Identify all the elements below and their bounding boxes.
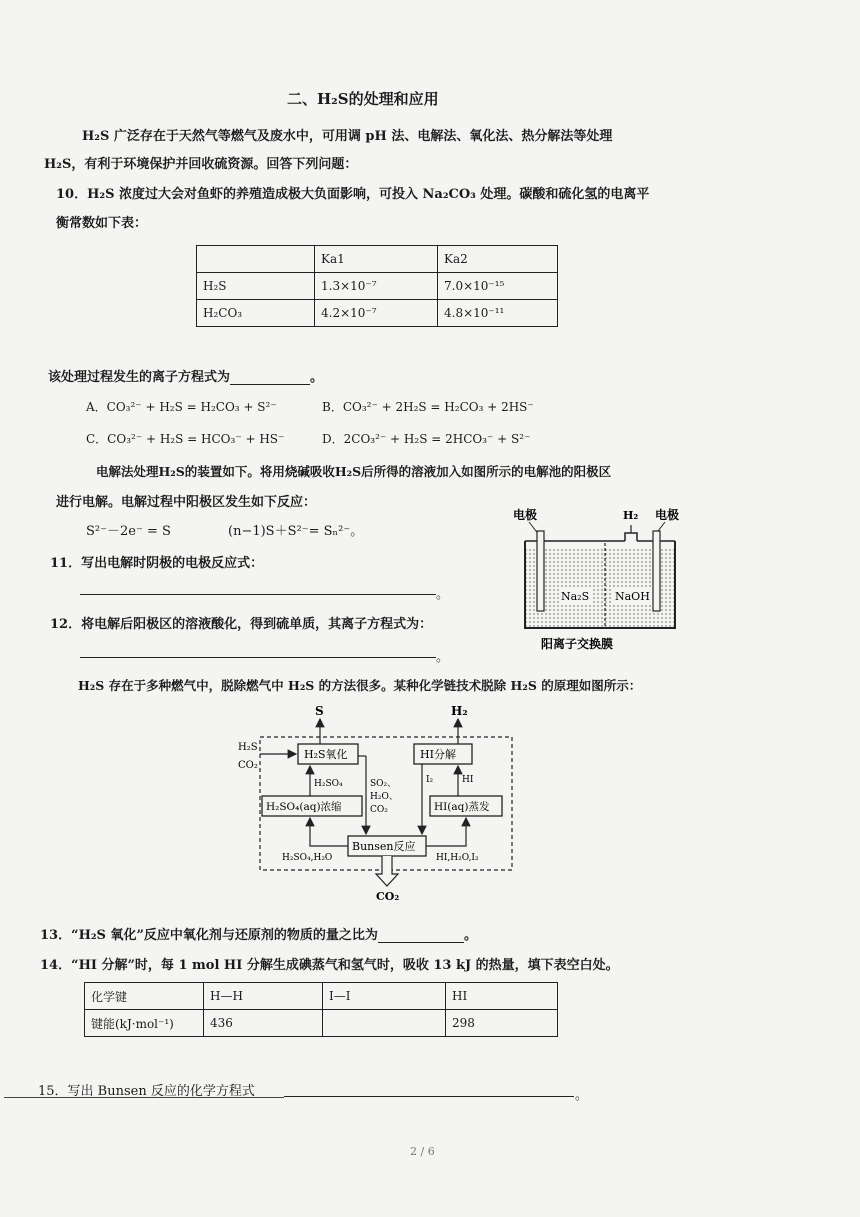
electro-line-2: 进行电解。电解过程中阳极区发生如下反应： bbox=[56, 495, 317, 510]
h2o-label: H₂O、 bbox=[370, 792, 398, 802]
reaction-1: S²⁻－2e⁻ = S bbox=[86, 524, 171, 539]
h2so4-label: H₂SO₄ bbox=[314, 779, 343, 789]
table-header-row bbox=[197, 246, 558, 273]
table-row bbox=[85, 1010, 558, 1037]
table-cell: I—I bbox=[323, 983, 446, 1010]
intro-line-2: H₂S，有利于环境保护并回收硫资源。回答下列问题： bbox=[44, 157, 358, 172]
hi-decomp-label: HI分解 bbox=[420, 748, 456, 761]
intro-line-1: H₂S 广泛存在于天然气等燃气及废水中，可用调 pH 法、电解法、氧化法、热分解法等处理 bbox=[82, 129, 613, 144]
table-cell: 298 bbox=[446, 1010, 558, 1037]
so2-label: SO₂、 bbox=[370, 779, 397, 789]
h2s-in-label: H₂S bbox=[238, 742, 258, 753]
na2s-label: Na₂S bbox=[561, 590, 590, 603]
q15-text: 15．写出 Bunsen 反应的化学方程式 bbox=[38, 1084, 255, 1099]
q11-text: 11．写出电解时阴极的电极反应式： bbox=[50, 556, 264, 571]
table-cell: 4.8×10⁻¹¹ bbox=[438, 300, 558, 327]
q12-text: 12．将电解后阳极区的溶液酸化，得到硫单质，其离子方程式为： bbox=[50, 617, 433, 632]
q10-line-1: 10．H₂S 浓度过大会对鱼虾的养殖造成极大负面影响，可投入 Na₂CO₃ 处理。碳酸和硫化氢的电离平 bbox=[56, 187, 650, 202]
s-out-label: S bbox=[315, 704, 324, 718]
table-header-row bbox=[85, 983, 558, 1010]
h2s-oxidation-label: H₂S氧化 bbox=[304, 748, 348, 761]
table-cell: H—H bbox=[204, 983, 323, 1010]
table-cell: 436 bbox=[204, 1010, 323, 1037]
h2-label: H₂ bbox=[623, 509, 639, 522]
table-cell: 键能(kJ·mol⁻¹) bbox=[85, 1010, 204, 1037]
q13-text: 13．“H₂S 氧化”反应中氧化剂与还原剂的物质的量之比为 bbox=[40, 928, 378, 943]
answer-blank[interactable] bbox=[230, 370, 310, 385]
q10-line-2: 衡常数如下表： bbox=[56, 216, 148, 231]
q12-answer-line[interactable] bbox=[80, 643, 436, 658]
option-c[interactable]: C．CO₃²⁻ + H₂S = HCO₃⁻ + HS⁻ bbox=[86, 432, 285, 446]
period: 。 bbox=[575, 1088, 589, 1103]
table-cell bbox=[197, 246, 315, 273]
co2-in-label: CO₂ bbox=[238, 760, 258, 771]
hi-label: HI bbox=[462, 775, 474, 785]
chainlink-intro: H₂S 存在于多种燃气中，脱除燃气中 H₂S 的方法很多。某种化学链技术脱除 H₂S 的原理如图所示： bbox=[78, 678, 642, 693]
co2-out-label: CO₂ bbox=[376, 890, 400, 903]
table-cell: 1.3×10⁻⁷ bbox=[315, 273, 438, 300]
section-title: 二、H₂S的处理和应用 bbox=[287, 90, 439, 108]
q15-answer-line[interactable] bbox=[284, 1082, 574, 1097]
electrode-left-label: 电极 bbox=[513, 508, 538, 522]
table-cell: 化学键 bbox=[85, 983, 204, 1010]
reaction-2: (n−1)S＋S²⁻= Sₙ²⁻。 bbox=[228, 524, 364, 539]
option-d[interactable]: D．2CO₃²⁻ + H₂S = 2HCO₃⁻ + S²⁻ bbox=[322, 432, 531, 446]
electrolysis-cell-diagram bbox=[505, 505, 690, 655]
right-electrode bbox=[653, 531, 660, 611]
option-a[interactable]: A．CO₃²⁻ + H₂S = H₂CO₃ + S²⁻ bbox=[86, 400, 277, 414]
electrode-right-label: 电极 bbox=[655, 508, 680, 522]
table-row bbox=[197, 300, 558, 327]
answer-cell[interactable] bbox=[323, 1010, 446, 1037]
table-cell: 7.0×10⁻¹⁵ bbox=[438, 273, 558, 300]
option-b[interactable]: B．CO₃²⁻ + 2H₂S = H₂CO₃ + 2HS⁻ bbox=[322, 400, 534, 414]
q10-question-text: 该处理过程发生的离子方程式为 bbox=[48, 370, 231, 385]
left-electrode bbox=[537, 531, 544, 611]
table-cell: Ka2 bbox=[438, 246, 558, 273]
i2-label: I₂ bbox=[426, 775, 434, 785]
answer-blank[interactable] bbox=[378, 928, 464, 943]
naoh-label: NaOH bbox=[615, 590, 650, 603]
table-cell: HI bbox=[446, 983, 558, 1010]
q14-text: 14．“HI 分解”时，每 1 mol HI 分解生成碘蒸气和氢气时，吸收 13 kJ 的热量，填下表空白处。 bbox=[40, 958, 619, 973]
h2-out-label: H₂ bbox=[451, 704, 468, 718]
period: 。 bbox=[463, 928, 477, 943]
table-cell: H₂CO₃ bbox=[197, 300, 315, 327]
bunsen-label: Bunsen反应 bbox=[352, 840, 416, 853]
hi-evap-label: HI(aq)蒸发 bbox=[434, 801, 490, 813]
period: 。 bbox=[436, 587, 450, 602]
co2-label: CO₂ bbox=[370, 805, 388, 815]
hi-h2o-i2-label: HI,H₂O,I₂ bbox=[436, 853, 479, 863]
q13 bbox=[40, 924, 477, 943]
period: 。 bbox=[310, 370, 324, 385]
electro-line-1: 电解法处理H₂S的装置如下。将用烧碱吸收H₂S后所得的溶液加入如图所示的电解池的阳极区 bbox=[96, 464, 612, 479]
period: 。 bbox=[436, 650, 450, 665]
q10-question bbox=[48, 366, 323, 385]
h2so4-h2o-label: H₂SO₄,H₂O bbox=[282, 853, 333, 863]
ka-table bbox=[196, 245, 558, 327]
chemical-looping-diagram bbox=[230, 700, 530, 905]
membrane-label: 阳离子交换膜 bbox=[541, 637, 614, 651]
q11-answer-line[interactable] bbox=[80, 580, 436, 595]
page-number: 2 / 6 bbox=[410, 1145, 435, 1158]
table-cell: H₂S bbox=[197, 273, 315, 300]
table-row bbox=[197, 273, 558, 300]
h2so4-conc-label: H₂SO₄(aq)浓缩 bbox=[266, 801, 342, 813]
bond-energy-table bbox=[84, 982, 558, 1037]
table-cell: Ka1 bbox=[315, 246, 438, 273]
table-cell: 4.2×10⁻⁷ bbox=[315, 300, 438, 327]
